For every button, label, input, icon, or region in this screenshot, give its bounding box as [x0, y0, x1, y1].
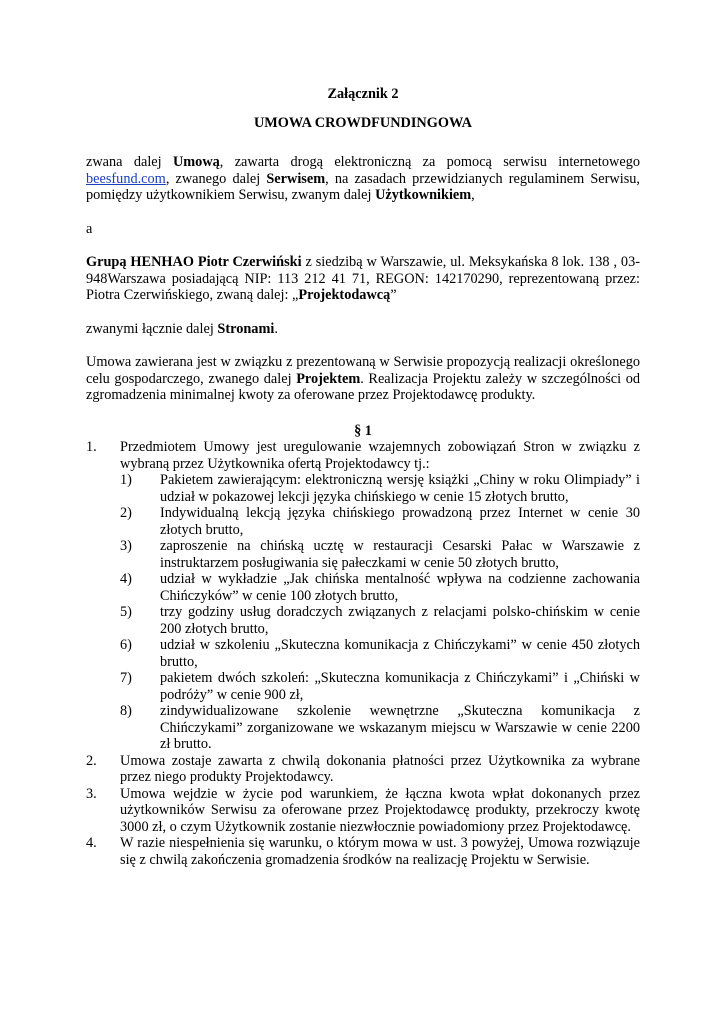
item-number: 3. [86, 785, 97, 802]
intro-text-5: , [471, 187, 475, 203]
item-text: Umowa wejdzie w życie pod warunkiem, że łączna kwota wpłat dokonanych przez użytkowników Serwisu za oferowane przez Projektodawcę produkty, przekroczy kwotę 3000 zł, o czym Użytkownik zostanie niezwłocznie powiadomiony przez Projektodawcę. [120, 785, 640, 835]
section-item [86, 786, 640, 836]
subitem [120, 604, 640, 637]
section-items-list [86, 439, 640, 868]
document-page [86, 86, 640, 868]
subitem-text: pakietem dwóch szkoleń: „Skuteczna komunikacja z Chińczykami” i „Chiński w podróży” w cenie 900 zł, [160, 670, 640, 703]
term-uzytkownik: Użytkownikiem [375, 187, 472, 203]
subitem-text: trzy godziny usług doradczych związanych z relacjami polsko-chińskim w cenie 200 złotych brutto, [160, 604, 640, 637]
intro-text-3: , zwanego dalej [165, 170, 267, 187]
party-text-2: ” [390, 287, 397, 303]
purpose-text-1: Umowa zawierana jest w związku z prezentowaną w Serwisie propozycją realizacji określonego celu gospodarczego, zwanego dalej [86, 354, 640, 387]
subitem [120, 670, 640, 703]
term-strony: Stronami [217, 320, 275, 337]
section-heading: § 1 [354, 422, 372, 439]
party-text-1: z siedzibą w Warszawie, ul. Meksykańska 8 lok. 138 , 03-948Warszawa posiadającą NIP: 113 212 41 71, REGON: 142170290, reprezentowaną przez: Piotra Czerwińskiego, zwaną dalej: „ [86, 254, 640, 303]
subitem-text: udział w szkoleniu „Skuteczna komunikacja z Chińczykami” w cenie 450 złotych brutto, [160, 637, 640, 670]
subitem [120, 538, 640, 571]
intro-text-4: , na zasadach przewidzianych regulaminem Serwisu, pomiędzy użytkownikiem Serwisu, zwanym dalej [86, 170, 640, 203]
term-umowa: Umową [172, 154, 220, 170]
subitem [120, 703, 640, 753]
purpose-paragraph [86, 354, 640, 404]
intro-text-1: zwana dalej [86, 154, 173, 170]
subitem [120, 472, 640, 505]
item-text: Umowa zostaje zawarta z chwilą dokonania płatności przez Użytkownika za wybrane przez niego produkty Projektodawcy. [120, 752, 640, 785]
term-serwis: Serwisem [266, 170, 326, 187]
party-paragraph [86, 254, 640, 304]
intro-paragraph [86, 154, 640, 204]
subitem-text: zindywidualizowane szkolenie wewnętrzne „Skuteczna komunikacja z Chińczykami” zorganizowane we wskazanym miejscu w Warszawie w cenie 2200 zł brutto. [160, 703, 640, 752]
subitem-number: 4) [120, 571, 132, 587]
subitem-text: zaproszenie na chińską ucztę w restauracji Cesarski Pałac w Warszawie z instruktarzem posługiwania się pałeczkami w cenie 50 złotych brutto, [160, 538, 640, 571]
beesfund-link[interactable]: beesfund.com [86, 170, 166, 187]
section-item [86, 753, 640, 786]
term-projektodawca: Projektodawcą [298, 287, 391, 303]
and-paragraph: a [86, 220, 93, 237]
item-text: W razie niespełnienia się warunku, o którym mowa w ust. 3 powyżej, Umowa rozwiązuje się z chwilą zakończenia gromadzenia środków na realizację Projektu w Serwisie. [120, 835, 640, 868]
parties-text-2: . [274, 320, 278, 337]
item-number: 1. [86, 439, 97, 455]
subitem-text: Pakietem zawierającym: elektroniczną wersję książki „Chiny w roku Olimpiady” i udział w pokazowej lekcji języka chińskiego w cenie 15 złotych brutto, [160, 472, 640, 505]
section-item [86, 835, 640, 868]
subitem-number: 6) [120, 637, 132, 653]
subitem [120, 505, 640, 538]
item-number: 2. [86, 752, 97, 769]
subitem [120, 637, 640, 670]
subitem-number: 8) [120, 703, 132, 719]
item-text: Przedmiotem Umowy jest uregulowanie wzajemnych zobowiązań Stron w związku z wybraną przez Użytkownika ofertą Projektodawcy tj.: [120, 439, 640, 472]
document-title: UMOWA CROWDFUNDINGOWA [253, 114, 473, 131]
subitem-text: udział w wykładzie „Jak chińska mentalność wpływa na codzienne zachowania Chińczyków” w cenie 100 złotych brutto, [160, 571, 640, 604]
parties-text-1: zwanymi łącznie dalej [86, 320, 218, 337]
intro-text-2: , zawarta drogą elektroniczną za pomocą serwisu internetowego [219, 154, 640, 170]
subitem-number: 2) [120, 505, 132, 521]
item-number: 4. [86, 835, 97, 851]
parties-paragraph [86, 321, 640, 338]
section-item [86, 439, 640, 753]
subitem-number: 5) [120, 604, 132, 620]
subitem-number: 1) [120, 472, 132, 488]
term-projekt: Projektem [296, 370, 361, 387]
company-name: Grupą HENHAO Piotr Czerwiński [86, 254, 302, 270]
subitem [120, 571, 640, 604]
subitem-number: 3) [120, 538, 132, 554]
subitem-number: 7) [120, 670, 132, 686]
subitem-text: Indywidualną lekcją języka chińskiego prowadzoną przez Internet w cenie 30 złotych brutto, [160, 505, 640, 538]
purpose-text-2: . Realizacja Projektu zależy w szczególności od zgromadzenia minimalnej kwoty za oferowane przez Projektodawcę produkty. [86, 370, 640, 403]
subitems-list [120, 472, 640, 753]
annex-label: Załącznik 2 [327, 86, 399, 102]
